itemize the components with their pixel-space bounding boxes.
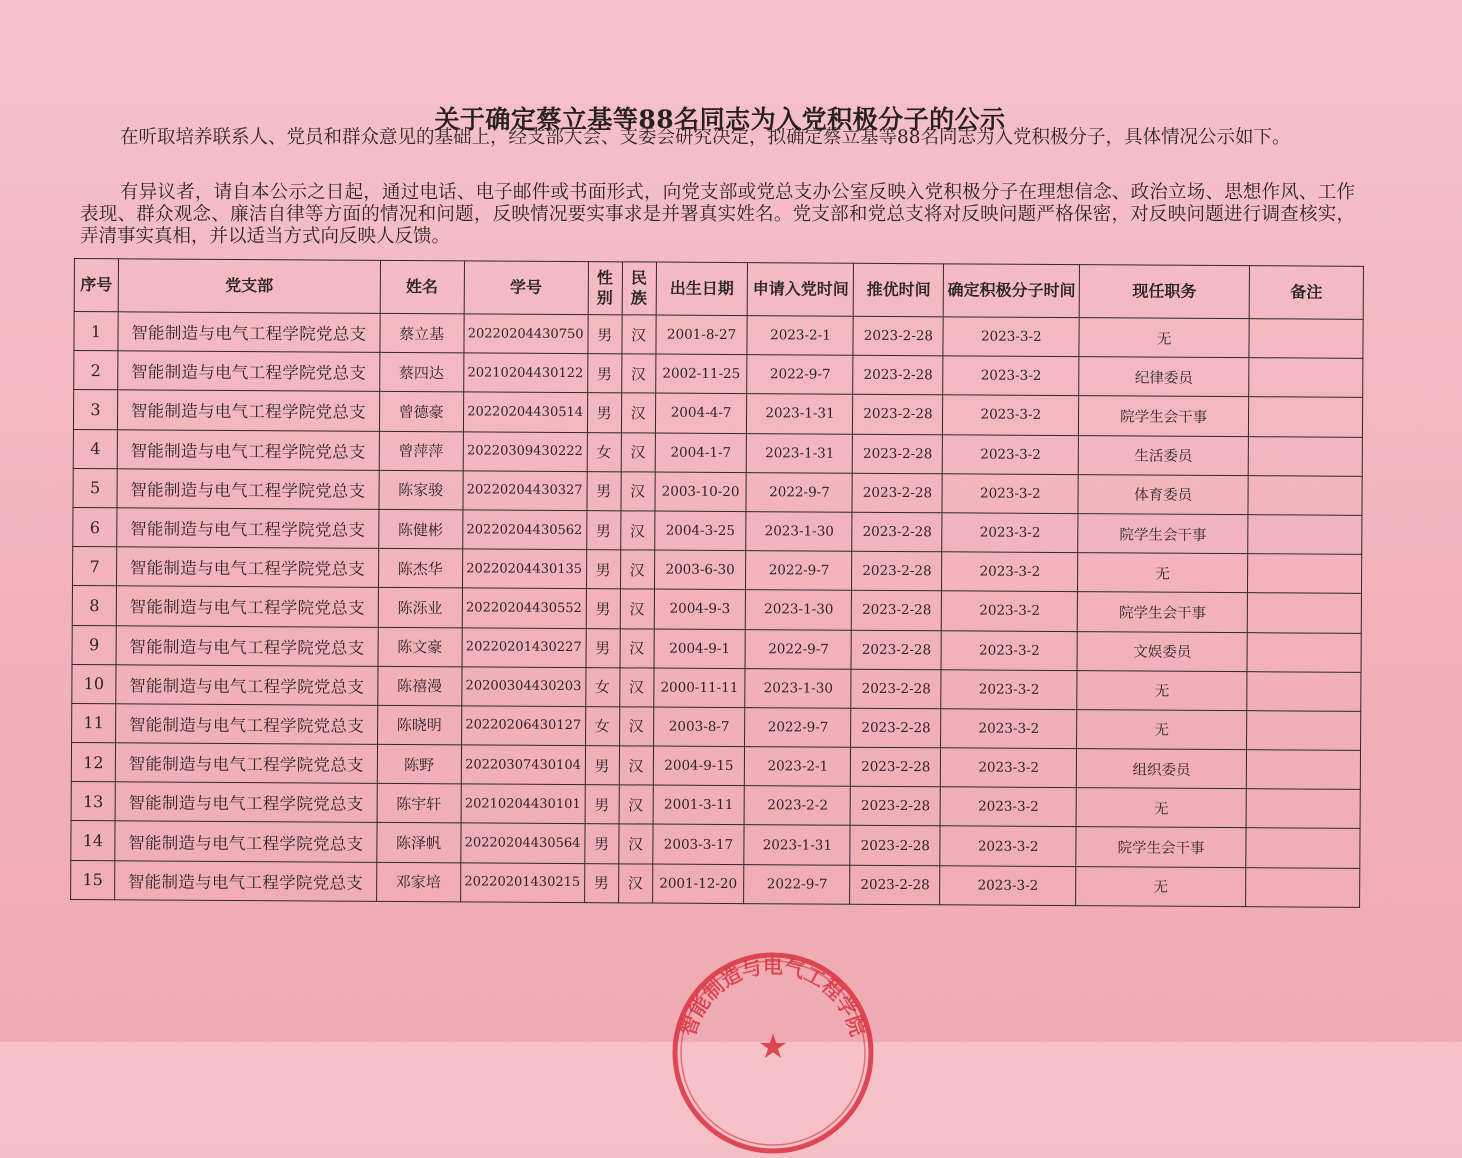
cell-name: 陈野 <box>377 744 461 784</box>
cell-position: 无 <box>1076 788 1246 828</box>
cell-apply-date: 2023-1-31 <box>747 433 853 473</box>
cell-branch: 智能制造与电气工程学院党总支 <box>117 429 379 470</box>
cell-birth-date: 2004-3-25 <box>654 511 746 551</box>
cell-recommend-date: 2023-2-28 <box>850 865 940 905</box>
cell-index: 9 <box>72 625 116 664</box>
cell-student-id: 20220201430215 <box>460 862 584 902</box>
cell-index: 15 <box>71 860 115 899</box>
cell-confirm-date: 2023-3-2 <box>941 669 1077 709</box>
cell-name: 蔡立基 <box>380 313 464 353</box>
cell-branch: 智能制造与电气工程学院党总支 <box>116 547 378 588</box>
cell-gender: 男 <box>585 746 619 785</box>
cell-confirm-date: 2023-3-2 <box>941 748 1077 788</box>
cell-name: 陈杰华 <box>378 548 462 588</box>
cell-branch: 智能制造与电气工程学院党总支 <box>115 860 377 901</box>
cell-position: 院学生会干事 <box>1079 396 1249 436</box>
cell-ethnicity: 汉 <box>619 707 653 746</box>
cell-remarks <box>1246 867 1360 907</box>
cell-position: 院学生会干事 <box>1076 827 1246 867</box>
header-ethnicity: 民族 <box>622 262 656 315</box>
cell-remarks <box>1246 789 1360 829</box>
cell-name: 邓家培 <box>376 862 460 902</box>
cell-confirm-date: 2023-3-2 <box>940 826 1076 866</box>
cell-recommend-date: 2023-2-28 <box>851 630 941 670</box>
cell-student-id: 20220309430222 <box>463 431 587 471</box>
cell-remarks <box>1248 515 1362 555</box>
header-position: 现任职务 <box>1079 265 1249 319</box>
cell-birth-date: 2003-8-7 <box>653 707 745 747</box>
cell-confirm-date: 2023-3-2 <box>942 513 1078 553</box>
cell-remarks <box>1248 397 1362 437</box>
cell-apply-date: 2022-9-7 <box>745 707 851 747</box>
cell-index: 3 <box>73 390 117 429</box>
cell-birth-date: 2003-3-17 <box>652 824 744 864</box>
seal-star-icon: ★ <box>757 1027 789 1067</box>
cell-position: 生活委员 <box>1078 435 1248 475</box>
cell-gender: 男 <box>586 550 620 589</box>
cell-ethnicity: 汉 <box>619 746 653 785</box>
cell-name: 陈泺业 <box>378 588 462 628</box>
cell-remarks <box>1247 711 1361 751</box>
cell-gender: 男 <box>586 511 620 550</box>
header-student-id: 学号 <box>464 261 588 315</box>
activist-roster-table <box>70 258 1364 908</box>
cell-apply-date: 2023-1-30 <box>746 512 852 552</box>
cell-student-id: 20220201430227 <box>462 627 586 667</box>
cell-recommend-date: 2023-2-28 <box>850 787 940 827</box>
cell-name: 陈健彬 <box>378 509 462 549</box>
cell-confirm-date: 2023-3-2 <box>940 787 1076 827</box>
cell-branch: 智能制造与电气工程学院党总支 <box>118 312 380 353</box>
cell-remarks <box>1248 436 1362 476</box>
cell-gender: 男 <box>586 589 620 628</box>
cell-remarks <box>1247 632 1361 672</box>
cell-gender: 男 <box>584 863 618 902</box>
cell-recommend-date: 2023-2-28 <box>853 316 943 356</box>
cell-student-id: 20210204430101 <box>461 784 585 824</box>
cell-ethnicity: 汉 <box>621 315 655 354</box>
cell-position: 无 <box>1077 670 1247 710</box>
cell-confirm-date: 2023-3-2 <box>942 474 1078 514</box>
cell-ethnicity: 汉 <box>621 393 655 432</box>
cell-position: 纪律委员 <box>1079 357 1249 397</box>
cell-birth-date: 2003-6-30 <box>654 550 746 590</box>
cell-ethnicity: 汉 <box>621 472 655 511</box>
cell-name: 蔡四达 <box>379 353 463 393</box>
cell-gender: 男 <box>584 824 618 863</box>
cell-position: 无 <box>1078 553 1248 593</box>
cell-name: 陈文豪 <box>378 627 462 667</box>
cell-gender: 女 <box>585 667 619 706</box>
cell-recommend-date: 2023-2-28 <box>851 708 941 748</box>
cell-confirm-date: 2023-3-2 <box>942 591 1078 631</box>
cell-index: 5 <box>73 468 117 507</box>
cell-remarks <box>1249 358 1363 398</box>
cell-confirm-date: 2023-3-2 <box>941 709 1077 749</box>
cell-student-id: 20220204430564 <box>460 823 584 863</box>
cell-confirm-date: 2023-3-2 <box>940 865 1076 905</box>
cell-recommend-date: 2023-2-28 <box>852 591 942 631</box>
cell-gender: 男 <box>585 785 619 824</box>
cell-apply-date: 2023-1-30 <box>745 668 851 708</box>
cell-branch: 智能制造与电气工程学院党总支 <box>118 351 380 392</box>
cell-student-id: 20220204430135 <box>462 549 586 589</box>
header-gender: 性别 <box>588 262 622 315</box>
cell-apply-date: 2023-1-31 <box>747 394 853 434</box>
cell-apply-date: 2022-9-7 <box>746 551 852 591</box>
cell-student-id: 20220204430750 <box>464 314 588 354</box>
cell-confirm-date: 2023-3-2 <box>943 317 1079 357</box>
cell-position: 无 <box>1079 318 1249 358</box>
cell-gender: 男 <box>587 471 621 510</box>
cell-recommend-date: 2023-2-28 <box>850 826 940 866</box>
cell-remarks <box>1246 750 1360 790</box>
cell-index: 14 <box>71 821 115 860</box>
cell-ethnicity: 汉 <box>619 785 653 824</box>
cell-recommend-date: 2023-2-28 <box>853 434 943 474</box>
cell-apply-date: 2022-9-7 <box>746 472 852 512</box>
seal-text: 智能制造与电气工程学院 <box>675 954 871 1040</box>
cell-position: 体育委员 <box>1078 474 1248 514</box>
document-title: 关于确定蔡立基等88名同志为入党积极分子的公示 <box>434 105 1006 134</box>
cell-birth-date: 2004-9-1 <box>654 629 746 669</box>
cell-ethnicity: 汉 <box>618 863 652 902</box>
cell-remarks <box>1246 828 1360 868</box>
cell-apply-date: 2023-2-1 <box>745 747 851 787</box>
cell-position: 组织委员 <box>1077 749 1247 789</box>
cell-ethnicity: 汉 <box>620 550 654 589</box>
cell-branch: 智能制造与电气工程学院党总支 <box>116 704 378 745</box>
cell-branch: 智能制造与电气工程学院党总支 <box>116 664 378 705</box>
cell-student-id: 20220204430327 <box>463 471 587 511</box>
header-confirm-date: 确定积极分子时间 <box>944 264 1080 318</box>
cell-name: 陈家骏 <box>379 470 463 510</box>
cell-branch: 智能制造与电气工程学院党总支 <box>115 743 377 784</box>
cell-gender: 女 <box>585 707 619 746</box>
cell-remarks <box>1247 593 1361 633</box>
cell-branch: 智能制造与电气工程学院党总支 <box>116 625 378 666</box>
cell-ethnicity: 汉 <box>621 432 655 471</box>
header-branch: 党支部 <box>118 259 380 314</box>
cell-birth-date: 2004-4-7 <box>655 393 747 433</box>
header-birth-date: 出生日期 <box>656 262 748 316</box>
cell-index: 2 <box>74 351 118 390</box>
cell-gender: 男 <box>586 628 620 667</box>
cell-gender: 男 <box>587 393 621 432</box>
official-seal <box>668 948 878 1158</box>
cell-recommend-date: 2023-2-28 <box>852 512 942 552</box>
cell-name: 陈宇轩 <box>377 784 461 824</box>
header-apply-date: 申请入党时间 <box>748 263 854 317</box>
cell-birth-date: 2004-9-3 <box>654 589 746 629</box>
cell-birth-date: 2002-11-25 <box>655 354 747 394</box>
header-index: 序号 <box>74 259 118 312</box>
cell-apply-date: 2023-1-31 <box>744 825 850 865</box>
cell-gender: 女 <box>587 432 621 471</box>
cell-recommend-date: 2023-2-28 <box>853 355 943 395</box>
cell-name: 陈晓明 <box>377 705 461 745</box>
cell-position: 无 <box>1076 866 1246 906</box>
cell-student-id: 20220204430514 <box>463 392 587 432</box>
cell-index: 6 <box>73 507 117 546</box>
cell-name: 曾德豪 <box>379 392 463 432</box>
cell-recommend-date: 2023-2-28 <box>853 395 943 435</box>
cell-index: 7 <box>72 547 116 586</box>
cell-remarks <box>1248 554 1362 594</box>
cell-recommend-date: 2023-2-28 <box>852 551 942 591</box>
cell-recommend-date: 2023-2-28 <box>851 669 941 709</box>
table-header-row <box>74 259 1363 320</box>
cell-birth-date: 2001-12-20 <box>652 864 744 904</box>
cell-remarks <box>1248 475 1362 515</box>
cell-apply-date: 2023-2-2 <box>745 786 851 826</box>
header-name: 姓名 <box>380 260 464 314</box>
intro-paragraph: 在听取培养联系人、党员和群众意见的基础上，经支部大会、支委会研究决定，拟确定蔡立基等88名同志为入党积极分子，具体情况公示如下。 <box>120 127 1291 148</box>
cell-confirm-date: 2023-3-2 <box>943 395 1079 435</box>
cell-position: 无 <box>1077 710 1247 750</box>
cell-index: 11 <box>72 703 116 742</box>
cell-student-id: 20200304430203 <box>461 667 585 707</box>
cell-name: 陈泽帆 <box>376 823 460 863</box>
cell-apply-date: 2023-2-1 <box>747 316 853 356</box>
cell-student-id: 20220307430104 <box>461 745 585 785</box>
cell-ethnicity: 汉 <box>620 511 654 550</box>
cell-gender: 男 <box>587 354 621 393</box>
cell-apply-date: 2022-9-7 <box>745 629 851 669</box>
cell-student-id: 20220206430127 <box>461 706 585 746</box>
header-recommend-date: 推优时间 <box>854 263 944 317</box>
cell-confirm-date: 2023-3-2 <box>942 552 1078 592</box>
cell-position: 院学生会干事 <box>1078 514 1248 554</box>
table-body <box>71 312 1364 908</box>
cell-ethnicity: 汉 <box>619 668 653 707</box>
cell-ethnicity: 汉 <box>620 589 654 628</box>
cell-confirm-date: 2023-3-2 <box>943 434 1079 474</box>
cell-index: 13 <box>71 782 115 821</box>
cell-index: 8 <box>72 586 116 625</box>
cell-ethnicity: 汉 <box>618 824 652 863</box>
cell-ethnicity: 汉 <box>621 354 655 393</box>
cell-name: 曾萍萍 <box>379 431 463 471</box>
cell-gender: 男 <box>588 315 622 354</box>
cell-remarks <box>1247 671 1361 711</box>
cell-position: 院学生会干事 <box>1077 592 1247 632</box>
table-row <box>71 860 1360 907</box>
objection-paragraph: 有异议者，请自本公示之日起，通过电话、电子邮件或书面形式，向党支部或党总支办公室反映入党积极分子在理想信念、政治立场、思想作风、工作表现、群众观念、廉洁自律等方面的情况和问题，反映情况要实事求是并署真实姓名。党支部和党总支将对反映问题严格保密，对反映问题进行调查核实，弄清事实真相，并以适当方式向反映人反馈。 <box>80 182 1355 247</box>
cell-branch: 智能制造与电气工程学院党总支 <box>115 821 377 862</box>
cell-name: 陈禧漫 <box>377 666 461 706</box>
cell-birth-date: 2004-1-7 <box>655 433 747 473</box>
cell-student-id: 20220204430562 <box>462 510 586 550</box>
cell-birth-date: 2000-11-11 <box>653 668 745 708</box>
cell-student-id: 20220204430552 <box>462 588 586 628</box>
cell-position: 文娱委员 <box>1077 631 1247 671</box>
cell-branch: 智能制造与电气工程学院党总支 <box>117 508 379 549</box>
cell-birth-date: 2001-3-11 <box>653 785 745 825</box>
cell-recommend-date: 2023-2-28 <box>851 747 941 787</box>
cell-index: 4 <box>73 429 117 468</box>
cell-index: 12 <box>71 743 115 782</box>
cell-branch: 智能制造与电气工程学院党总支 <box>117 390 379 431</box>
cell-birth-date: 2004-9-15 <box>653 746 745 786</box>
cell-branch: 智能制造与电气工程学院党总支 <box>117 469 379 510</box>
cell-branch: 智能制造与电气工程学院党总支 <box>116 586 378 627</box>
cell-confirm-date: 2023-3-2 <box>943 356 1079 396</box>
cell-apply-date: 2022-9-7 <box>747 355 853 395</box>
cell-student-id: 20210204430122 <box>463 353 587 393</box>
cell-ethnicity: 汉 <box>620 628 654 667</box>
cell-birth-date: 2001-8-27 <box>655 315 747 355</box>
cell-confirm-date: 2023-3-2 <box>941 630 1077 670</box>
cell-remarks <box>1249 319 1363 359</box>
cell-recommend-date: 2023-2-28 <box>852 473 942 513</box>
cell-apply-date: 2023-1-30 <box>746 590 852 630</box>
cell-apply-date: 2022-9-7 <box>744 864 850 904</box>
cell-birth-date: 2003-10-20 <box>655 472 747 512</box>
cell-index: 1 <box>74 312 118 351</box>
cell-branch: 智能制造与电气工程学院党总支 <box>115 782 377 823</box>
cell-index: 10 <box>72 664 116 703</box>
header-remarks: 备注 <box>1249 266 1363 320</box>
